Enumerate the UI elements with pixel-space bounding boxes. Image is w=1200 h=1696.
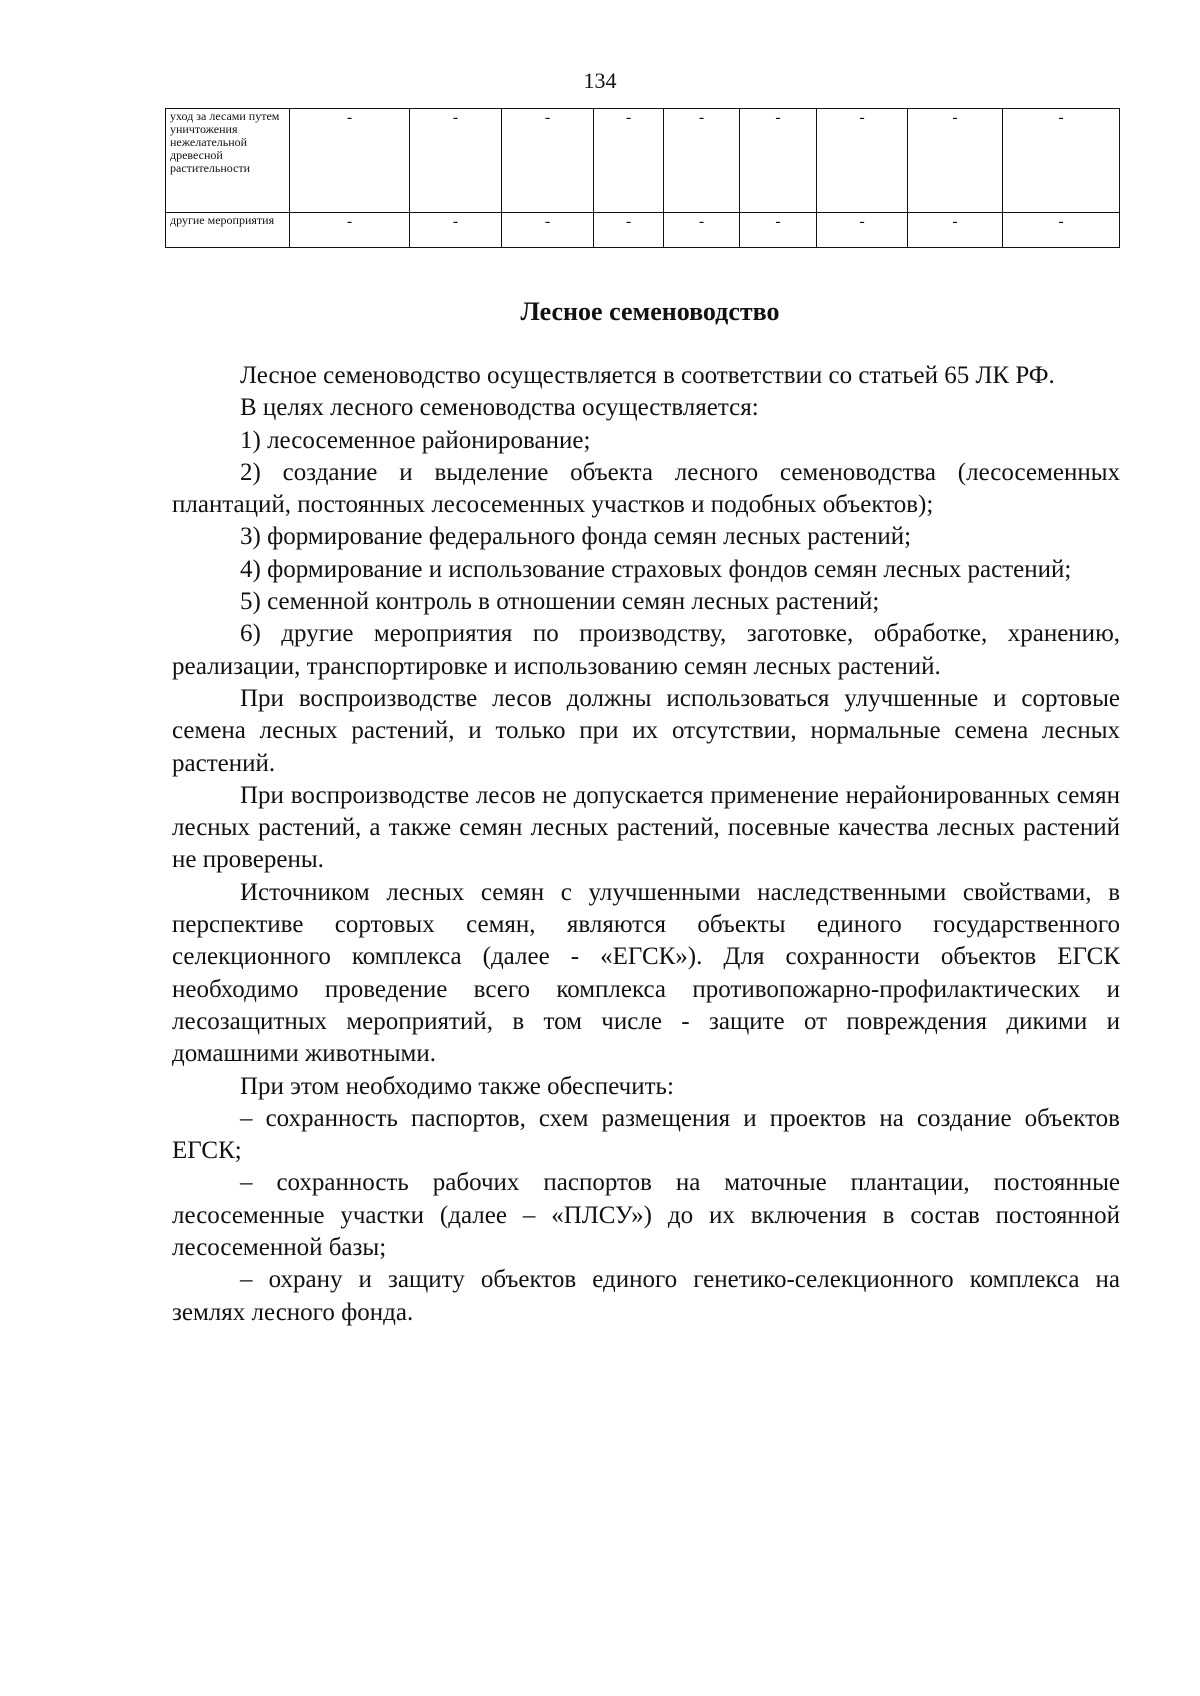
paragraph: При этом необходимо также обеспечить: [240,1072,674,1100]
table-cell: - [908,213,1003,248]
table-cell: - [502,213,594,248]
section-title: Лесное семеноводство [520,297,780,326]
table-cell: - [1003,213,1120,248]
table-cell: - [817,109,908,213]
table-row [166,213,1120,248]
table-cell: - [1003,109,1120,213]
table-cell: - [502,109,594,213]
list-item: 2) создание и выделение объекта лесного семеноводства (лесосеменных плантаций, постоянных лесосеменных участков и подобных объектов); [172,458,1120,519]
continuation-table [165,108,1120,248]
list-item: 4) формирование и использование страховых фондов семян лесных растений; [240,555,1072,583]
body-text [172,360,1120,1329]
paragraph: Лесное семеноводство осуществляется в соответствии со статьей 65 ЛК РФ. [240,362,1055,389]
table-cell: - [594,213,664,248]
page-number: 134 [583,68,617,93]
paragraph: Источником лесных семян с улучшенными наследственными свойствами, в перспективе сортовых семян, являются объекты единого государственного селекционного комплекса (далее - «ЕГСК»). Для сохранности объектов ЕГСК необходимо проведение всего комплекса противопожарно-профилактических и лесозащитных мероприятий, в том числе - защите от повреждения дикими и домашними животными. [172,878,1120,1068]
paragraph: При воспроизводстве лесов должны использоваться улучшенные и сортовые семена лесных растений, и только при их отсутствии, нормальные семена лесных растений. [172,684,1120,777]
row-label: другие мероприятия [166,213,290,248]
table-cell: - [817,213,908,248]
table-cell: - [740,213,817,248]
dash-item: – сохранность паспортов, схем размещения и проектов на создание объектов ЕГСК; [172,1104,1120,1165]
paragraph: При воспроизводстве лесов не допускается применение нерайонированных семян лесных растений, а также семян лесных растений, посевные качества лесных растений не проверены. [172,781,1120,874]
dash-item: – сохранность рабочих паспортов на маточные плантации, постоянные лесосеменные участки (далее – «ПЛСУ») до их включения в состав постоянной лесосеменной базы; [172,1169,1120,1262]
table-cell: - [410,109,502,213]
list-item: 3) формирование федерального фонда семян лесных растений; [240,523,912,551]
row-label: уход за лесами путем уничтожения нежелательной древесной растительности [166,109,290,213]
table-cell: - [908,109,1003,213]
list-item: 1) лесосеменное районирование; [240,426,591,454]
paragraph: В целях лесного семеноводства осуществляется: [240,394,759,422]
dash-item: – охрану и защиту объектов единого генетико-селекционного комплекса на землях лесного фонда. [172,1266,1120,1326]
table-cell: - [594,109,664,213]
table-cell: - [664,213,740,248]
table-cell: - [664,109,740,213]
table-cell: - [290,109,410,213]
table-row [166,109,1120,213]
table-cell: - [290,213,410,248]
list-item: 5) семенной контроль в отношении семян лесных растений; [240,588,880,616]
list-item: 6) другие мероприятия по производству, заготовке, обработке, хранению, реализации, транспортировке и использованию семян лесных растений. [172,620,1120,680]
table-cell: - [410,213,502,248]
table-cell: - [740,109,817,213]
